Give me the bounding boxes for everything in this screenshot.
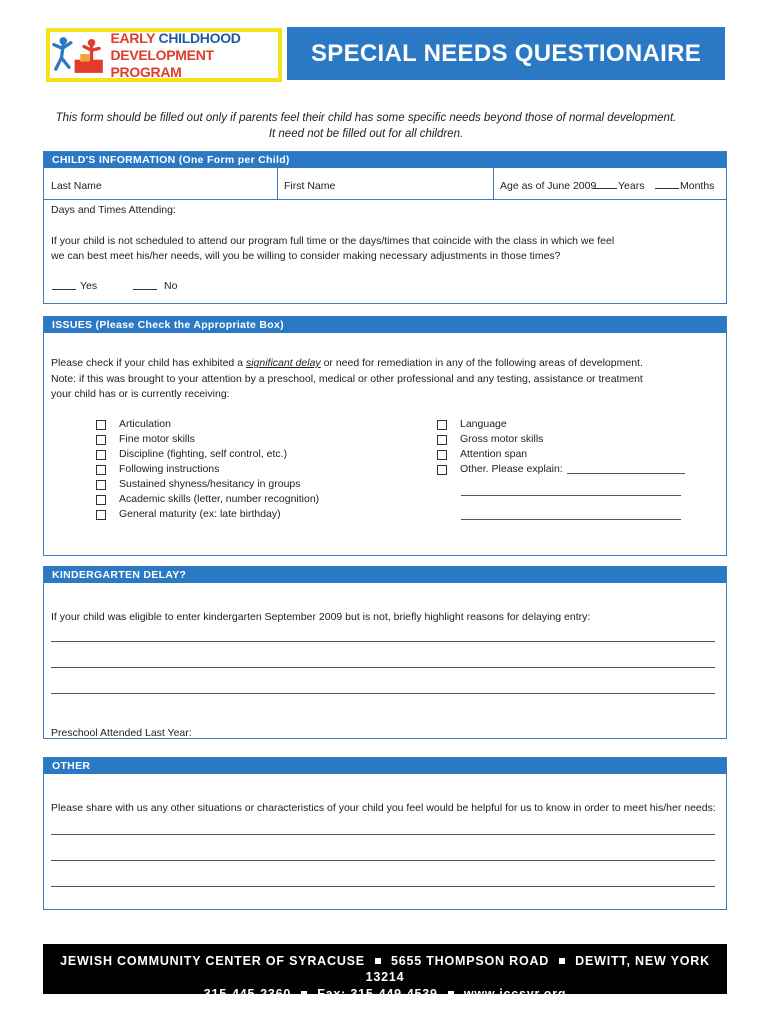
attention-span-checkbox[interactable]	[437, 450, 447, 460]
footer-phone: 315-445-2360	[203, 987, 292, 1001]
footer-city: DEWITT, NEW YORK 13214	[365, 954, 710, 984]
general-maturity-checkbox[interactable]	[96, 510, 106, 520]
logo-word-childhood: CHILDHOOD	[158, 29, 241, 46]
issues-instruction-line-2: Note: if this was brought to your attention by a preschool, medical or other professional and any testing, assistance or treatment	[51, 373, 643, 385]
footer-street: 5655 THOMPSON ROAD	[390, 954, 550, 968]
field-divider	[277, 168, 278, 199]
kindergarten-question: If your child was eligible to enter kindergarten September 2009 but is not, briefly highlight reasons for delaying entry:	[51, 611, 591, 623]
other-heading: OTHER	[44, 758, 726, 774]
other-answer-line[interactable]	[51, 886, 715, 887]
other-explain-field[interactable]	[567, 473, 685, 474]
logo-line-1	[111, 30, 279, 47]
issue-label: Academic skills (letter, number recognition)	[119, 493, 320, 505]
children-logo-icon	[52, 32, 109, 78]
issues-heading: ISSUES (Please Check the Appropriate Box)	[44, 317, 726, 333]
issue-label: Discipline (fighting, self control, etc.)	[119, 448, 288, 460]
months-label: Months	[680, 180, 715, 192]
issue-label: Sustained shyness/hesitancy in groups	[119, 478, 301, 490]
square-bullet-icon	[559, 958, 565, 964]
other-section	[43, 757, 727, 910]
program-logo	[46, 28, 282, 82]
other-answer-line[interactable]	[51, 834, 715, 835]
issues-instruction-line-3: your child has or is currently receiving:	[51, 388, 230, 400]
other-checkbox[interactable]	[437, 465, 447, 475]
footer-contact-line	[43, 985, 727, 1003]
age-label: Age as of June 2009	[500, 180, 597, 192]
issue-label: Following instructions	[119, 463, 220, 475]
schedule-question-line-1: If your child is not scheduled to attend our program full time or the days/times that coincide with the class in which we feel	[51, 235, 615, 247]
schedule-question-line-2: we can best meet his/her needs, will you be willing to consider making necessary adjustments in those times?	[51, 250, 561, 262]
footer-bar	[43, 944, 727, 1001]
preschool-attended-field[interactable]: Preschool Attended Last Year:	[51, 727, 192, 739]
square-bullet-icon	[375, 958, 381, 964]
first-name-field[interactable]: First Name	[284, 180, 336, 192]
intro-text	[46, 110, 686, 142]
days-times-field[interactable]: Days and Times Attending:	[51, 204, 176, 216]
other-explain-field[interactable]	[461, 519, 681, 520]
issue-label: Attention span	[460, 448, 528, 460]
other-answer-line[interactable]	[51, 860, 715, 861]
footer-address-line	[43, 944, 727, 985]
discipline-checkbox[interactable]	[96, 450, 106, 460]
issue-label: Gross motor skills	[460, 433, 544, 445]
gross-motor-checkbox[interactable]	[437, 435, 447, 445]
no-label: No	[164, 280, 178, 292]
kindergarten-heading: KINDERGARTEN DELAY?	[44, 567, 726, 583]
child-info-heading: CHILD'S INFORMATION (One Form per Child)	[44, 152, 726, 168]
other-explain-field[interactable]	[461, 495, 681, 496]
issue-label: Articulation	[119, 418, 171, 430]
yes-label: Yes	[80, 280, 98, 292]
issue-label: Language	[460, 418, 507, 430]
kindergarten-section	[43, 566, 727, 739]
intro-line-2: It need not be filled out for all children.	[268, 128, 464, 140]
kindergarten-answer-line[interactable]	[51, 667, 715, 668]
issues-instruction-line-1: Please check if your child has exhibited a significant delay or need for remediation in any of the following areas of development.	[51, 357, 643, 369]
intro-line-1: This form should be filled out only if parents feel their child has some specific needs beyond those of normal development.	[55, 112, 677, 124]
square-bullet-icon	[448, 991, 454, 997]
logo-word-early: EARLY	[110, 29, 155, 46]
footer-website[interactable]: www.jccsyr.org	[463, 987, 567, 1001]
language-checkbox[interactable]	[437, 420, 447, 430]
footer-fax: Fax: 315-449-4539	[317, 987, 438, 1001]
row-divider	[44, 199, 726, 200]
following-instructions-checkbox[interactable]	[96, 465, 106, 475]
footer-org: JEWISH COMMUNITY CENTER OF SYRACUSE	[60, 954, 365, 968]
kindergarten-answer-line[interactable]	[51, 693, 715, 694]
months-blank[interactable]	[655, 178, 679, 189]
articulation-checkbox[interactable]	[96, 420, 106, 430]
fine-motor-checkbox[interactable]	[96, 435, 106, 445]
page-title: SPECIAL NEEDS QUESTIONAIRE	[287, 27, 725, 80]
child-info-section	[43, 151, 727, 304]
issue-label: Other. Please explain:	[460, 463, 563, 475]
no-blank[interactable]	[133, 279, 157, 290]
field-divider	[493, 168, 494, 199]
issues-section	[43, 316, 727, 556]
square-bullet-icon	[301, 991, 307, 997]
issue-label: General maturity (ex: late birthday)	[119, 508, 281, 520]
significant-delay-emphasis: significant delay	[245, 357, 321, 369]
logo-line-2: DEVELOPMENT PROGRAM	[110, 46, 214, 80]
academic-skills-checkbox[interactable]	[96, 495, 106, 505]
issue-label: Fine motor skills	[119, 433, 195, 445]
years-blank[interactable]	[593, 178, 617, 189]
yes-blank[interactable]	[52, 279, 76, 290]
kindergarten-answer-line[interactable]	[51, 641, 715, 642]
other-question: Please share with us any other situations or characteristics of your child you feel would be helpful for us to know in order to meet his/her needs:	[51, 802, 716, 814]
years-label: Years	[618, 180, 645, 192]
last-name-field[interactable]: Last Name	[51, 180, 102, 192]
shyness-checkbox[interactable]	[96, 480, 106, 490]
